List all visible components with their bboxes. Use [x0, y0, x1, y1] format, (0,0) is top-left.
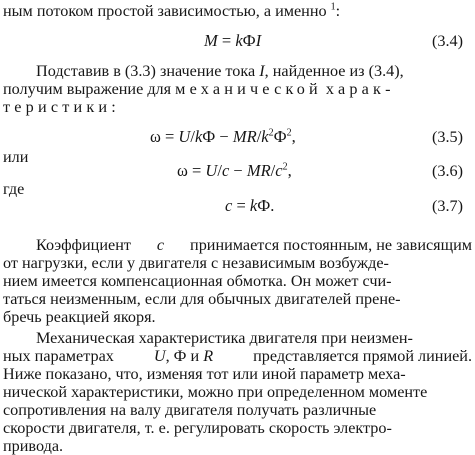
equation-number: (3.6) — [431, 162, 463, 180]
text-fragment: харак- — [325, 80, 395, 98]
text-line: теристики: — [3, 98, 120, 116]
text-line: привода. — [3, 437, 64, 455]
text-fragment: ных параметрах — [3, 347, 114, 365]
text-line: где — [3, 180, 25, 198]
text-line — [3, 347, 472, 365]
text-fragment: R — [203, 347, 214, 365]
text-fragment: , Ф и — [165, 347, 200, 365]
text-line: нием имеется компенсационная обмотка. Он может счи- — [3, 272, 392, 290]
text-line: или — [3, 148, 29, 166]
text-line-1 — [3, 2, 340, 20]
equation-number: (3.4) — [431, 32, 463, 50]
text-fragment: Подставив в (3.3) значение тока — [36, 62, 256, 80]
text-fragment: I — [259, 62, 265, 80]
text-fragment: механической — [175, 80, 322, 98]
equation-3-7: c = kФ. — [225, 196, 275, 215]
text-fragment: ным потоком простой зависимостью, а именно — [3, 2, 327, 20]
text-fragment: получим выражение для — [3, 80, 172, 98]
equation-3-5: $\omega = U/kФ - MR/k^2Ф^2$, — [150, 127, 296, 146]
text-fragment: Коэффициент — [36, 236, 131, 254]
equation-number: (3.7) — [431, 197, 463, 215]
text-line: Механическая характеристика двигателя при неизмен- — [36, 329, 413, 347]
equation-3-6: $\omega = U/c - MR/c^2$, — [177, 161, 292, 180]
text-fragment: U — [153, 347, 166, 365]
text-fragment: c — [156, 236, 165, 254]
text-line: от нагрузки, если у двигателя с независимым возбужде- — [3, 254, 389, 272]
equation-3-4: M = kФI — [204, 31, 262, 50]
text-line: таться неизменным, если для обычных двигателей прене- — [3, 290, 401, 308]
text-line — [36, 236, 472, 254]
text-fragment: представляется прямой линией. — [253, 347, 472, 365]
text-fragment: принимается постоянным, не зависящим — [190, 236, 472, 254]
text-line — [3, 80, 472, 98]
text-line: нической характеристики, можно при определенном моменте — [3, 383, 428, 401]
text-line: бречь реакцией якоря. — [3, 308, 156, 326]
text-fragment: : — [335, 2, 341, 20]
equation-number: (3.5) — [431, 128, 463, 146]
text-fragment: , найденное из (3.4), — [264, 62, 404, 80]
text-line — [36, 62, 404, 80]
text-line: Ниже показано, что, изменяя тот или иной параметр меха- — [3, 365, 406, 383]
footnote-marker: 1 — [330, 1, 336, 13]
text-line: скорости двигателя, т. е. регулировать скорость электро- — [3, 419, 392, 437]
text-line: сопротивления на валу двигателя получать различные — [3, 401, 377, 419]
